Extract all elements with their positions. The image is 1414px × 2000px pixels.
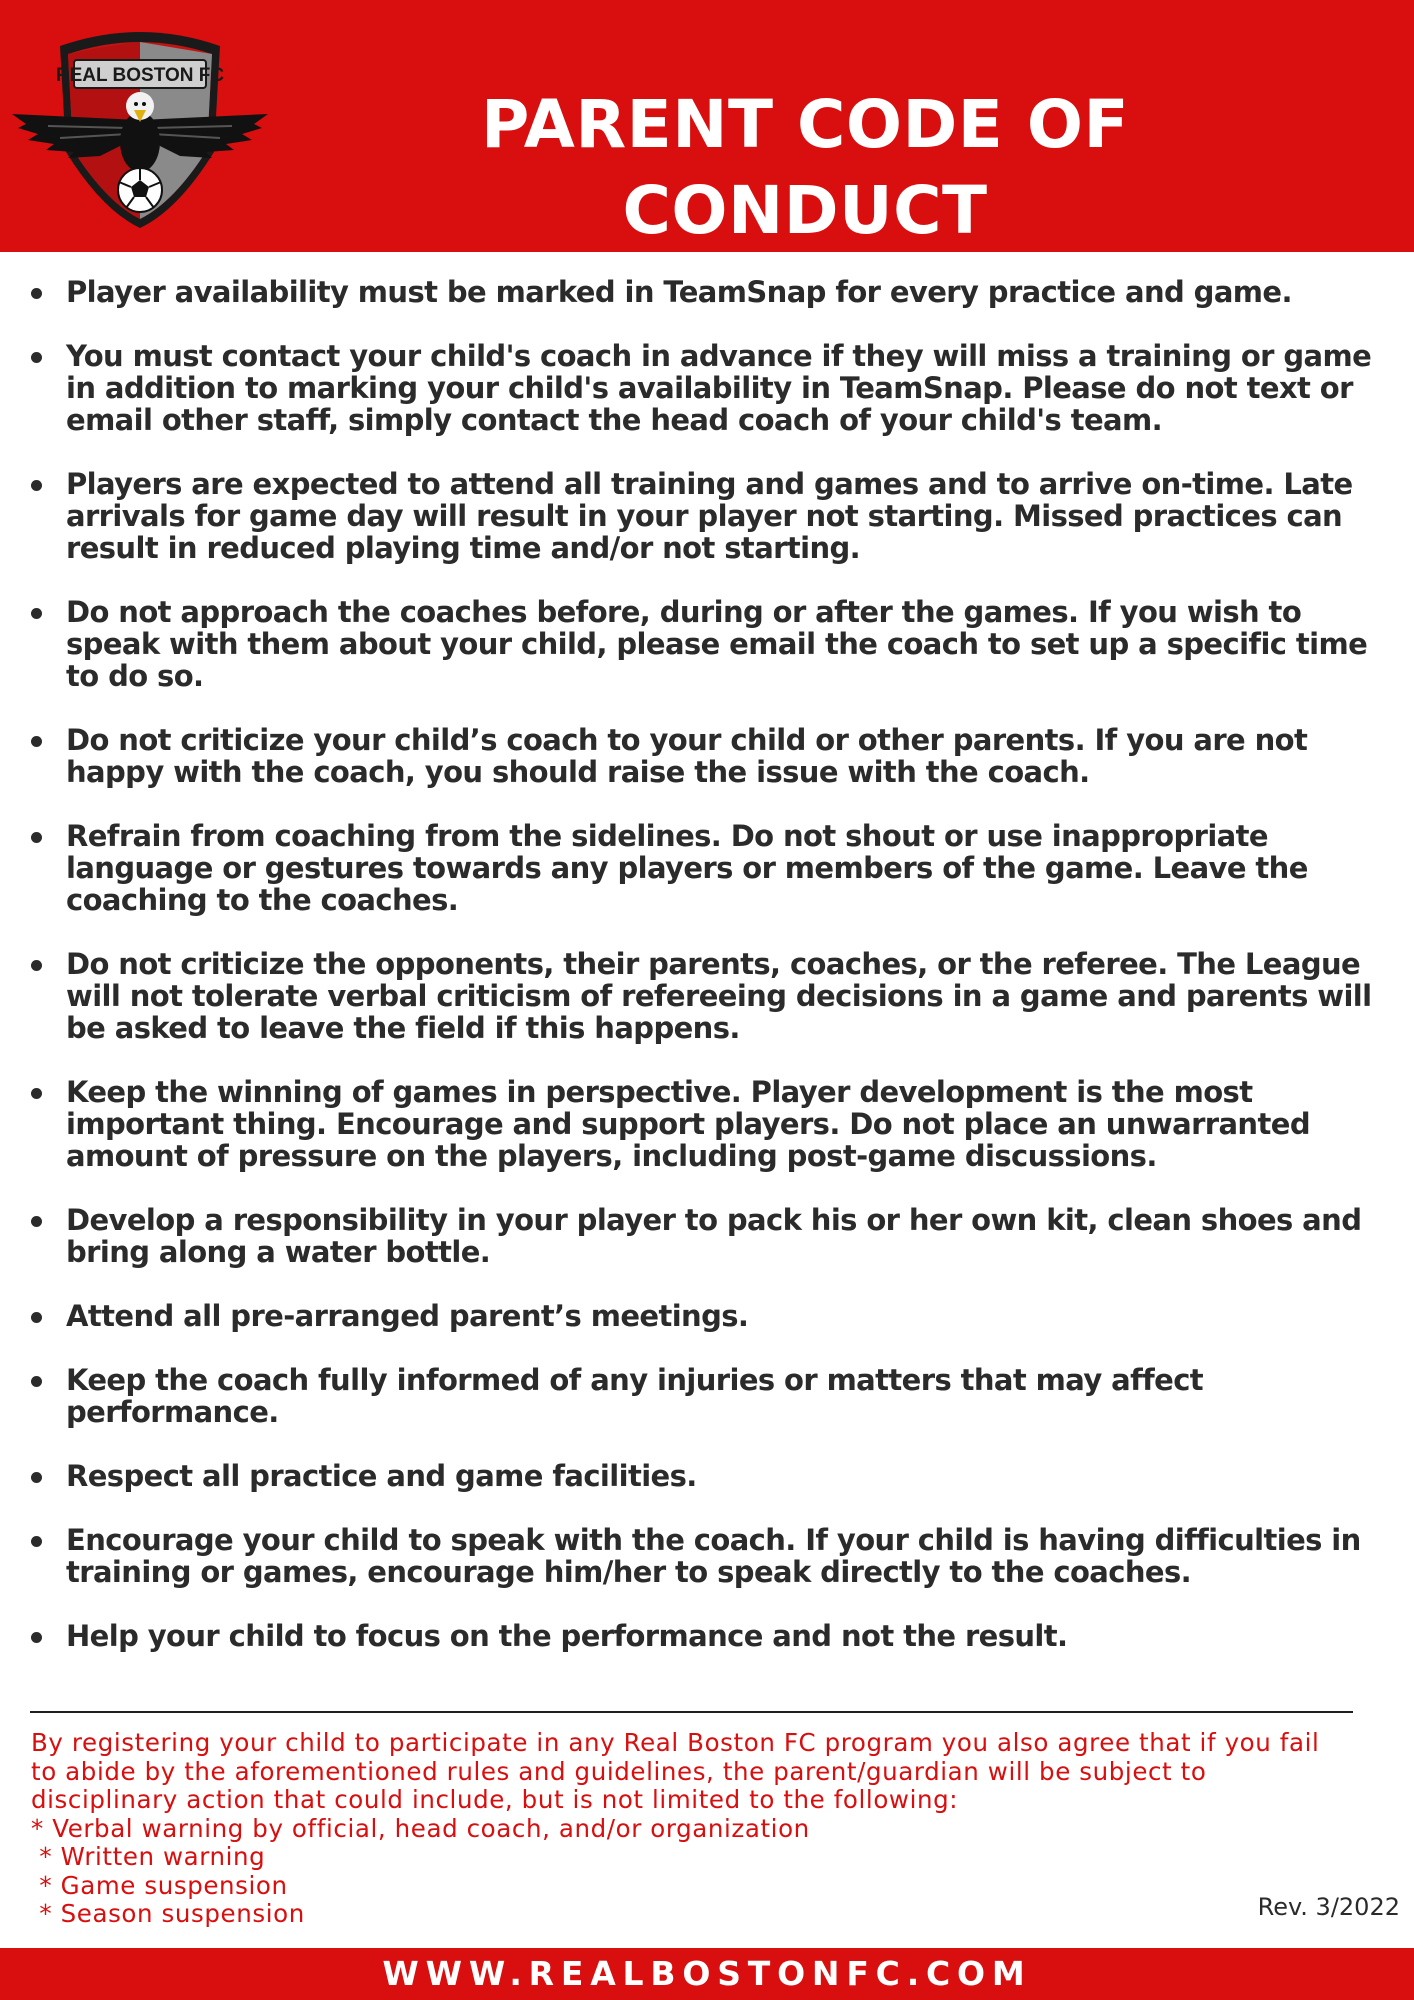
rule-item bbox=[0, 1300, 1414, 1332]
rule-text: Help your child to focus on the performance and not the result. bbox=[66, 1619, 1068, 1653]
bullet-icon bbox=[31, 736, 42, 747]
bullet-icon bbox=[31, 1536, 42, 1547]
penalty-item: * Season suspension bbox=[31, 1899, 305, 1928]
rule-text: Attend all pre-arranged parent’s meetings. bbox=[66, 1299, 749, 1333]
penalty-item: * Game suspension bbox=[31, 1870, 288, 1900]
bullet-icon bbox=[31, 960, 42, 971]
header-banner bbox=[0, 0, 1414, 252]
rule-text: Keep the winning of games in perspective. Player development is the most important thing. Encourage and support players. Do not place an unwarranted amount of pressure on the players, including post-game discussions. bbox=[66, 1075, 1310, 1173]
rule-item bbox=[0, 1524, 1414, 1588]
rule-text: Encourage your child to speak with the coach. If your child is having difficulties in training or games, encourage him/her to speak directly to the coaches. bbox=[66, 1523, 1361, 1589]
logo-text: REAL BOSTON FC bbox=[55, 65, 225, 86]
rule-text: Develop a responsibility in your player to pack his or her own kit, clean shoes and bring along a water bottle. bbox=[66, 1203, 1362, 1269]
page-title: PARENT CODE OF CONDUCT bbox=[480, 86, 1130, 249]
rule-text: Do not approach the coaches before, during or after the games. If you wish to speak with them about your child, please email the coach to set up a specific time to do so. bbox=[66, 595, 1368, 693]
club-crest-logo bbox=[8, 22, 272, 232]
bullet-icon bbox=[31, 1376, 42, 1387]
website-link[interactable]: WWW.REALBOSTONFC.COM bbox=[382, 1954, 1032, 1993]
bullet-icon bbox=[31, 1312, 42, 1323]
rule-text: Keep the coach fully informed of any injuries or matters that may affect performance. bbox=[66, 1363, 1204, 1429]
bullet-icon bbox=[31, 288, 42, 299]
rule-item bbox=[0, 1364, 1414, 1428]
bullet-icon bbox=[31, 1216, 42, 1227]
bullet-icon bbox=[31, 608, 42, 619]
rules-list bbox=[0, 276, 1414, 1684]
section-divider bbox=[30, 1711, 1353, 1713]
disclaimer bbox=[31, 1729, 1391, 1929]
bullet-icon bbox=[31, 1632, 42, 1643]
bullet-icon bbox=[31, 832, 42, 843]
rule-text: Player availability must be marked in TeamSnap for every practice and game. bbox=[66, 275, 1292, 309]
rule-item bbox=[0, 276, 1414, 308]
rule-text: Refrain from coaching from the sidelines. Do not shout or use inappropriate language or gestures towards any players or members of the game. Leave the coaching to the coaches. bbox=[66, 819, 1308, 917]
bullet-icon bbox=[31, 1472, 42, 1483]
rule-item bbox=[0, 468, 1414, 564]
revision-label: Rev. 3/2022 bbox=[1257, 1893, 1400, 1921]
rule-item bbox=[0, 340, 1414, 436]
rule-text: You must contact your child's coach in advance if they will miss a training or game in addition to marking your child's availability in TeamSnap. Please do not text or email other staff, simply contact the head coach of your child's team. bbox=[66, 339, 1372, 437]
rule-item bbox=[0, 1620, 1414, 1652]
rule-item bbox=[0, 1460, 1414, 1492]
bullet-icon bbox=[31, 1088, 42, 1099]
rule-item bbox=[0, 948, 1414, 1044]
rule-item bbox=[0, 596, 1414, 692]
penalty-item: * Written warning bbox=[31, 1842, 266, 1871]
rule-item bbox=[0, 820, 1414, 916]
disclaimer-line: disciplinary action that could include, but is not limited to the following: bbox=[31, 1785, 959, 1814]
rule-text: Players are expected to attend all training and games and to arrive on-time. Late arrivals for game day will result in your player not starting. Missed practices can result in reduced playing time and/or not starting. bbox=[66, 467, 1353, 565]
bullet-icon bbox=[31, 352, 42, 363]
rule-text: Respect all practice and game facilities. bbox=[66, 1459, 697, 1493]
disclaimer-line: By registering your child to participate in any Real Boston FC program you also agree that if you fail bbox=[31, 1728, 1320, 1757]
rule-item bbox=[0, 1204, 1414, 1268]
disclaimer-line: to abide by the aforementioned rules and guidelines, the parent/guardian will be subject to bbox=[31, 1756, 1207, 1786]
bullet-icon bbox=[31, 480, 42, 491]
rule-text: Do not criticize the opponents, their parents, coaches, or the referee. The League will not tolerate verbal criticism of refereeing decisions in a game and parents will be asked to leave the field if this happens. bbox=[66, 947, 1372, 1045]
footer-banner bbox=[0, 1948, 1414, 2000]
rule-text: Do not criticize your child’s coach to your child or other parents. If you are not happy with the coach, you should raise the issue with the coach. bbox=[66, 723, 1308, 789]
rule-item bbox=[0, 724, 1414, 788]
penalty-item: * Verbal warning by official, head coach, and/or organization bbox=[31, 1813, 810, 1843]
rule-item bbox=[0, 1076, 1414, 1172]
